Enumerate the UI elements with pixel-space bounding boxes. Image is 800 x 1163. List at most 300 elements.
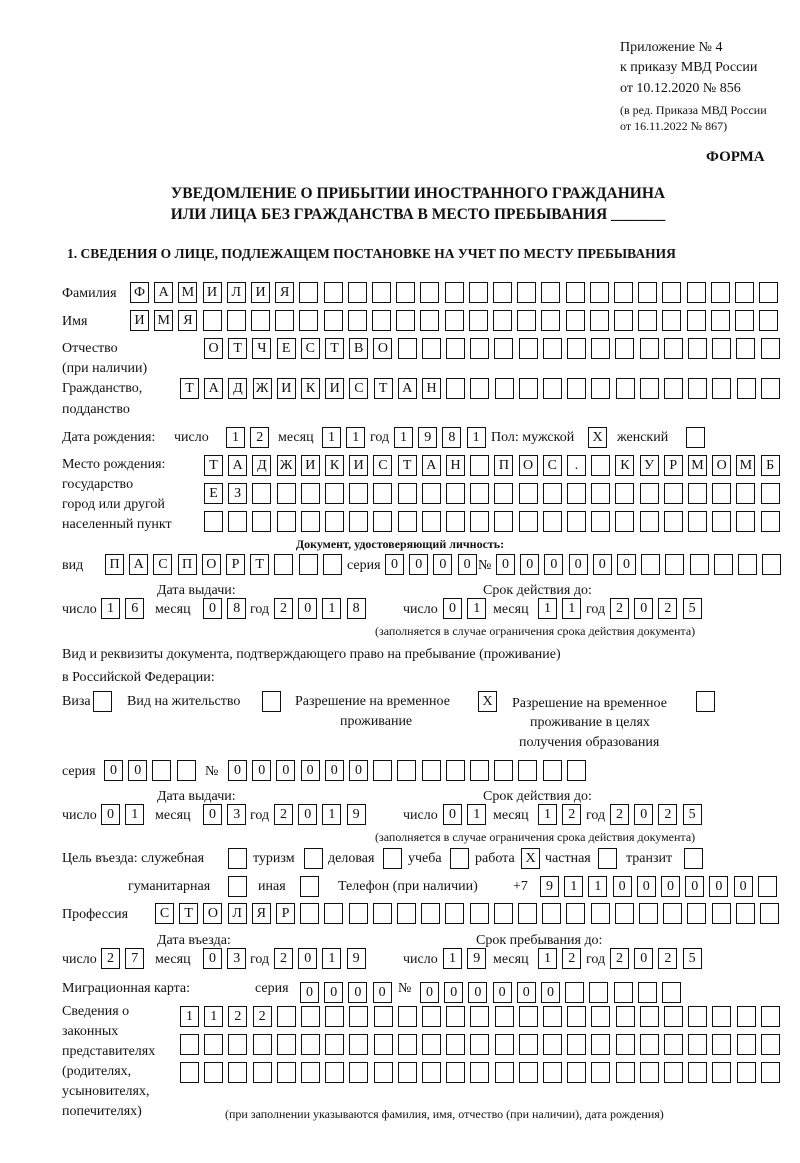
char-box-pob-row1[interactable]: Н (446, 455, 465, 476)
char-box-id-issue-day[interactable]: 1 (101, 598, 120, 619)
char-box-patronymic[interactable] (543, 338, 562, 359)
char-box-patronymic[interactable]: Т (325, 338, 344, 359)
char-box-surname[interactable] (372, 282, 391, 303)
char-box-pob-row1[interactable]: И (349, 455, 368, 476)
char-box-reps-row3[interactable] (567, 1062, 586, 1083)
char-box-reps-row2[interactable] (591, 1034, 610, 1055)
checkbox-p-tourism[interactable] (304, 848, 323, 869)
char-box-id-kind[interactable]: А (129, 554, 148, 575)
char-box-patronymic[interactable]: Т (228, 338, 247, 359)
char-box-citizenship[interactable]: И (277, 378, 296, 399)
char-box-reps-row3[interactable] (325, 1062, 344, 1083)
char-box-pob-row3[interactable] (228, 511, 247, 532)
char-box-surname[interactable] (735, 282, 754, 303)
char-box-id-valid-year[interactable]: 2 (610, 598, 629, 619)
char-box-reps-row3[interactable] (688, 1062, 707, 1083)
char-box-pob-row2[interactable] (325, 483, 344, 504)
char-box-doc-number[interactable] (567, 760, 586, 781)
char-box-pob-row2[interactable] (543, 483, 562, 504)
checkbox-p-private[interactable] (598, 848, 617, 869)
char-box-doc-number[interactable] (543, 760, 562, 781)
char-box-id-kind[interactable]: О (202, 554, 221, 575)
char-box-surname[interactable] (469, 282, 488, 303)
char-box-pob-row2[interactable] (422, 483, 441, 504)
checkbox-p-business[interactable] (383, 848, 402, 869)
char-box-surname[interactable] (299, 282, 318, 303)
char-box-reps-row2[interactable] (325, 1034, 344, 1055)
char-box-pob-row2[interactable] (736, 483, 755, 504)
char-box-mc-number[interactable] (638, 982, 657, 1003)
char-box-reps-row1[interactable] (495, 1006, 514, 1027)
char-box-citizenship[interactable] (640, 378, 659, 399)
char-box-reps-row2[interactable] (277, 1034, 296, 1055)
char-box-doc-issue-month[interactable]: 3 (227, 804, 246, 825)
char-box-doc-number[interactable]: 0 (325, 760, 344, 781)
char-box-doc-valid-year[interactable]: 0 (634, 804, 653, 825)
char-box-profession[interactable] (518, 903, 537, 924)
char-box-pob-row2[interactable]: Е (204, 483, 223, 504)
char-box-surname[interactable] (614, 282, 633, 303)
char-box-citizenship[interactable]: С (349, 378, 368, 399)
char-box-pob-row1[interactable]: М (688, 455, 707, 476)
char-box-reps-row2[interactable] (543, 1034, 562, 1055)
char-box-id-issue-year[interactable]: 0 (298, 598, 317, 619)
char-box-pob-row2[interactable] (664, 483, 683, 504)
char-box-surname[interactable] (662, 282, 681, 303)
char-box-surname[interactable]: Ф (130, 282, 149, 303)
char-box-pob-row1[interactable]: С (543, 455, 562, 476)
char-box-surname[interactable] (493, 282, 512, 303)
char-box-doc-series[interactable]: 0 (104, 760, 123, 781)
char-box-doc-valid-year[interactable]: 2 (610, 804, 629, 825)
char-box-surname[interactable] (396, 282, 415, 303)
char-box-reps-row2[interactable] (204, 1034, 223, 1055)
char-box-patronymic[interactable]: С (301, 338, 320, 359)
char-box-reps-row2[interactable] (567, 1034, 586, 1055)
char-box-reps-row2[interactable] (495, 1034, 514, 1055)
char-box-name[interactable] (203, 310, 222, 331)
char-box-phone[interactable]: 0 (661, 876, 680, 897)
char-box-doc-issue-year[interactable]: 1 (322, 804, 341, 825)
char-box-dob-year[interactable]: 1 (394, 427, 413, 448)
char-box-pob-row2[interactable] (688, 483, 707, 504)
char-box-stay-year[interactable]: 5 (683, 948, 702, 969)
char-box-id-kind[interactable]: С (153, 554, 172, 575)
char-box-name[interactable] (348, 310, 367, 331)
char-box-reps-row2[interactable] (228, 1034, 247, 1055)
char-box-patronymic[interactable] (567, 338, 586, 359)
char-box-stay-year[interactable]: 0 (634, 948, 653, 969)
char-box-id-kind[interactable]: П (178, 554, 197, 575)
char-box-entry-month[interactable]: 0 (203, 948, 222, 969)
char-box-pob-row3[interactable] (664, 511, 683, 532)
char-box-surname[interactable]: Я (275, 282, 294, 303)
char-box-patronymic[interactable] (591, 338, 610, 359)
char-box-profession[interactable] (760, 903, 779, 924)
char-box-mc-number[interactable] (614, 982, 633, 1003)
char-box-pob-row2[interactable] (301, 483, 320, 504)
char-box-reps-row3[interactable] (616, 1062, 635, 1083)
char-box-id-valid-month[interactable]: 1 (562, 598, 581, 619)
char-box-surname[interactable]: И (251, 282, 270, 303)
char-box-doc-number[interactable] (397, 760, 416, 781)
char-box-reps-row3[interactable] (277, 1062, 296, 1083)
char-box-pob-row3[interactable] (519, 511, 538, 532)
char-box-doc-number[interactable] (373, 760, 392, 781)
char-box-id-valid-year[interactable]: 2 (658, 598, 677, 619)
char-box-stay-year[interactable]: 2 (610, 948, 629, 969)
char-box-pob-row1[interactable]: С (373, 455, 392, 476)
checkbox-p-study[interactable] (450, 848, 469, 869)
char-box-profession[interactable] (736, 903, 755, 924)
char-box-mc-number[interactable]: 0 (444, 982, 463, 1003)
char-box-name[interactable] (227, 310, 246, 331)
char-box-surname[interactable] (711, 282, 730, 303)
char-box-doc-number[interactable] (446, 760, 465, 781)
char-box-citizenship[interactable]: А (204, 378, 223, 399)
char-box-profession[interactable] (687, 903, 706, 924)
char-box-dob-day[interactable]: 2 (250, 427, 269, 448)
char-box-reps-row2[interactable] (737, 1034, 756, 1055)
char-box-entry-day[interactable]: 7 (125, 948, 144, 969)
char-box-pob-row2[interactable] (277, 483, 296, 504)
checkbox-p-humanitarian[interactable] (228, 876, 247, 897)
char-box-reps-row3[interactable] (712, 1062, 731, 1083)
char-box-id-issue-month[interactable]: 8 (227, 598, 246, 619)
char-box-doc-number[interactable]: 0 (301, 760, 320, 781)
char-box-reps-row3[interactable] (374, 1062, 393, 1083)
char-box-entry-year[interactable]: 0 (298, 948, 317, 969)
char-box-citizenship[interactable] (616, 378, 635, 399)
char-box-profession[interactable]: С (155, 903, 174, 924)
char-box-id-number[interactable] (738, 554, 757, 575)
checkbox-doc-trpe[interactable] (696, 691, 715, 712)
char-box-id-kind[interactable]: Р (226, 554, 245, 575)
char-box-patronymic[interactable]: Е (277, 338, 296, 359)
char-box-dob-year[interactable]: 8 (442, 427, 461, 448)
char-box-reps-row2[interactable] (616, 1034, 635, 1055)
char-box-surname[interactable] (517, 282, 536, 303)
char-box-name[interactable] (541, 310, 560, 331)
char-box-id-kind[interactable] (274, 554, 293, 575)
char-box-patronymic[interactable] (519, 338, 538, 359)
char-box-id-kind[interactable]: Т (250, 554, 269, 575)
char-box-patronymic[interactable] (398, 338, 417, 359)
char-box-phone[interactable]: 0 (685, 876, 704, 897)
char-box-surname[interactable]: Л (227, 282, 246, 303)
char-box-patronymic[interactable] (422, 338, 441, 359)
char-box-name[interactable] (299, 310, 318, 331)
char-box-name[interactable] (735, 310, 754, 331)
char-box-profession[interactable] (397, 903, 416, 924)
char-box-surname[interactable]: И (203, 282, 222, 303)
char-box-name[interactable] (396, 310, 415, 331)
char-box-reps-row2[interactable] (761, 1034, 780, 1055)
char-box-doc-series[interactable] (152, 760, 171, 781)
checkbox-doc-trp[interactable]: X (478, 691, 497, 712)
char-box-stay-day[interactable]: 1 (443, 948, 462, 969)
char-box-surname[interactable] (445, 282, 464, 303)
char-box-reps-row1[interactable] (591, 1006, 610, 1027)
checkbox-sex-male[interactable]: X (588, 427, 607, 448)
char-box-pob-row3[interactable] (204, 511, 223, 532)
char-box-patronymic[interactable] (736, 338, 755, 359)
char-box-mc-series[interactable]: 0 (300, 982, 319, 1003)
char-box-citizenship[interactable]: Н (422, 378, 441, 399)
char-box-reps-row2[interactable] (349, 1034, 368, 1055)
char-box-doc-issue-year[interactable]: 0 (298, 804, 317, 825)
char-box-patronymic[interactable]: О (204, 338, 223, 359)
char-box-reps-row3[interactable] (446, 1062, 465, 1083)
char-box-reps-row3[interactable] (640, 1062, 659, 1083)
char-box-reps-row3[interactable] (204, 1062, 223, 1083)
char-box-profession[interactable] (470, 903, 489, 924)
char-box-pob-row3[interactable] (373, 511, 392, 532)
char-box-reps-row1[interactable] (374, 1006, 393, 1027)
char-box-name[interactable] (517, 310, 536, 331)
char-box-profession[interactable] (421, 903, 440, 924)
char-box-reps-row1[interactable]: 2 (253, 1006, 272, 1027)
char-box-citizenship[interactable] (567, 378, 586, 399)
char-box-pob-row2[interactable] (519, 483, 538, 504)
char-box-pob-row1[interactable]: . (567, 455, 586, 476)
char-box-profession[interactable] (566, 903, 585, 924)
char-box-pob-row2[interactable] (349, 483, 368, 504)
char-box-pob-row1[interactable]: Т (204, 455, 223, 476)
char-box-pob-row3[interactable] (301, 511, 320, 532)
char-box-pob-row2[interactable] (615, 483, 634, 504)
char-box-name[interactable] (638, 310, 657, 331)
char-box-surname[interactable] (420, 282, 439, 303)
char-box-mc-number[interactable]: 0 (468, 982, 487, 1003)
char-box-surname[interactable] (324, 282, 343, 303)
char-box-reps-row1[interactable] (737, 1006, 756, 1027)
char-box-profession[interactable]: Р (276, 903, 295, 924)
char-box-pob-row1[interactable]: О (712, 455, 731, 476)
char-box-citizenship[interactable]: Ж (253, 378, 272, 399)
char-box-mc-number[interactable]: 0 (541, 982, 560, 1003)
char-box-pob-row2[interactable] (446, 483, 465, 504)
char-box-name[interactable] (251, 310, 270, 331)
char-box-reps-row2[interactable] (180, 1034, 199, 1055)
char-box-pob-row3[interactable] (446, 511, 465, 532)
char-box-doc-issue-month[interactable]: 0 (203, 804, 222, 825)
char-box-reps-row1[interactable] (712, 1006, 731, 1027)
char-box-reps-row2[interactable] (519, 1034, 538, 1055)
char-box-reps-row3[interactable] (398, 1062, 417, 1083)
char-box-mc-number[interactable] (589, 982, 608, 1003)
char-box-phone[interactable]: 1 (564, 876, 583, 897)
char-box-id-series[interactable]: 0 (409, 554, 428, 575)
char-box-id-number[interactable]: 0 (544, 554, 563, 575)
char-box-pob-row1[interactable]: Р (664, 455, 683, 476)
char-box-dob-month[interactable]: 1 (322, 427, 341, 448)
char-box-patronymic[interactable] (615, 338, 634, 359)
char-box-id-valid-day[interactable]: 0 (443, 598, 462, 619)
char-box-id-number[interactable]: 0 (520, 554, 539, 575)
char-box-reps-row2[interactable] (374, 1034, 393, 1055)
char-box-id-series[interactable]: 0 (433, 554, 452, 575)
char-box-mc-number[interactable] (662, 982, 681, 1003)
char-box-pob-row2[interactable] (398, 483, 417, 504)
char-box-doc-number[interactable]: 0 (349, 760, 368, 781)
char-box-profession[interactable] (373, 903, 392, 924)
char-box-citizenship[interactable] (761, 378, 780, 399)
char-box-doc-issue-year[interactable]: 9 (347, 804, 366, 825)
char-box-pob-row1[interactable]: И (301, 455, 320, 476)
char-box-reps-row1[interactable] (325, 1006, 344, 1027)
char-box-reps-row3[interactable] (543, 1062, 562, 1083)
char-box-name[interactable] (275, 310, 294, 331)
char-box-stay-day[interactable]: 9 (467, 948, 486, 969)
char-box-patronymic[interactable] (688, 338, 707, 359)
char-box-id-number[interactable] (762, 554, 781, 575)
char-box-pob-row2[interactable] (712, 483, 731, 504)
char-box-name[interactable] (711, 310, 730, 331)
char-box-reps-row2[interactable] (253, 1034, 272, 1055)
char-box-doc-valid-year[interactable]: 5 (683, 804, 702, 825)
char-box-pob-row1[interactable]: К (615, 455, 634, 476)
char-box-patronymic[interactable] (664, 338, 683, 359)
char-box-reps-row3[interactable] (664, 1062, 683, 1083)
char-box-name[interactable] (687, 310, 706, 331)
char-box-pob-row2[interactable] (494, 483, 513, 504)
char-box-reps-row1[interactable] (567, 1006, 586, 1027)
char-box-pob-row2[interactable] (640, 483, 659, 504)
char-box-profession[interactable]: О (203, 903, 222, 924)
char-box-name[interactable] (590, 310, 609, 331)
char-box-id-number[interactable]: 0 (617, 554, 636, 575)
char-box-pob-row3[interactable] (640, 511, 659, 532)
char-box-id-number[interactable] (714, 554, 733, 575)
char-box-pob-row1[interactable]: Ж (277, 455, 296, 476)
char-box-reps-row3[interactable] (228, 1062, 247, 1083)
char-box-doc-number[interactable] (518, 760, 537, 781)
char-box-reps-row1[interactable] (761, 1006, 780, 1027)
char-box-id-series[interactable]: 0 (385, 554, 404, 575)
char-box-profession[interactable] (663, 903, 682, 924)
char-box-pob-row2[interactable]: З (228, 483, 247, 504)
char-box-pob-row3[interactable] (736, 511, 755, 532)
char-box-pob-row3[interactable] (277, 511, 296, 532)
char-box-surname[interactable] (348, 282, 367, 303)
char-box-id-number[interactable]: 0 (593, 554, 612, 575)
char-box-phone[interactable]: 0 (613, 876, 632, 897)
char-box-patronymic[interactable]: О (373, 338, 392, 359)
char-box-surname[interactable] (687, 282, 706, 303)
char-box-phone[interactable]: 0 (709, 876, 728, 897)
char-box-pob-row1[interactable]: А (228, 455, 247, 476)
char-box-dob-year[interactable]: 1 (467, 427, 486, 448)
char-box-name[interactable]: И (130, 310, 149, 331)
char-box-name[interactable] (445, 310, 464, 331)
char-box-reps-row1[interactable] (277, 1006, 296, 1027)
char-box-profession[interactable] (591, 903, 610, 924)
char-box-citizenship[interactable]: Т (180, 378, 199, 399)
char-box-reps-row3[interactable] (422, 1062, 441, 1083)
char-box-doc-valid-day[interactable]: 0 (443, 804, 462, 825)
char-box-reps-row1[interactable] (349, 1006, 368, 1027)
char-box-profession[interactable]: Т (179, 903, 198, 924)
char-box-reps-row3[interactable] (180, 1062, 199, 1083)
char-box-surname[interactable] (590, 282, 609, 303)
char-box-doc-valid-month[interactable]: 2 (562, 804, 581, 825)
char-box-citizenship[interactable]: К (301, 378, 320, 399)
char-box-entry-month[interactable]: 3 (227, 948, 246, 969)
char-box-entry-year[interactable]: 9 (347, 948, 366, 969)
char-box-dob-day[interactable]: 1 (226, 427, 245, 448)
char-box-doc-number[interactable] (470, 760, 489, 781)
char-box-patronymic[interactable]: В (349, 338, 368, 359)
char-box-name[interactable] (614, 310, 633, 331)
char-box-citizenship[interactable] (495, 378, 514, 399)
char-box-name[interactable]: Я (178, 310, 197, 331)
char-box-profession[interactable] (615, 903, 634, 924)
char-box-doc-number[interactable] (494, 760, 513, 781)
char-box-id-issue-year[interactable]: 8 (347, 598, 366, 619)
char-box-id-valid-year[interactable]: 5 (683, 598, 702, 619)
char-box-reps-row3[interactable] (301, 1062, 320, 1083)
char-box-id-number[interactable] (690, 554, 709, 575)
checkbox-sex-female[interactable] (686, 427, 705, 448)
char-box-pob-row1[interactable] (591, 455, 610, 476)
char-box-reps-row3[interactable] (349, 1062, 368, 1083)
char-box-pob-row3[interactable] (615, 511, 634, 532)
checkbox-doc-residence[interactable] (262, 691, 281, 712)
char-box-surname[interactable] (566, 282, 585, 303)
char-box-mc-number[interactable]: 0 (420, 982, 439, 1003)
char-box-citizenship[interactable]: И (325, 378, 344, 399)
char-box-mc-series[interactable]: 0 (373, 982, 392, 1003)
char-box-id-kind[interactable] (299, 554, 318, 575)
checkbox-p-other[interactable] (300, 876, 319, 897)
char-box-reps-row1[interactable] (543, 1006, 562, 1027)
char-box-phone[interactable] (758, 876, 777, 897)
char-box-pob-row2[interactable] (252, 483, 271, 504)
char-box-reps-row3[interactable] (737, 1062, 756, 1083)
char-box-pob-row3[interactable] (543, 511, 562, 532)
char-box-name[interactable]: М (154, 310, 173, 331)
char-box-pob-row2[interactable] (591, 483, 610, 504)
char-box-entry-year[interactable]: 1 (322, 948, 341, 969)
char-box-reps-row1[interactable]: 1 (180, 1006, 199, 1027)
char-box-stay-year[interactable]: 2 (658, 948, 677, 969)
char-box-doc-valid-year[interactable]: 2 (658, 804, 677, 825)
char-box-reps-row2[interactable] (712, 1034, 731, 1055)
char-box-id-series[interactable]: 0 (458, 554, 477, 575)
char-box-reps-row3[interactable] (470, 1062, 489, 1083)
char-box-profession[interactable] (445, 903, 464, 924)
char-box-mc-number[interactable]: 0 (517, 982, 536, 1003)
char-box-pob-row1[interactable]: М (736, 455, 755, 476)
char-box-pob-row3[interactable] (761, 511, 780, 532)
char-box-phone[interactable]: 0 (734, 876, 753, 897)
char-box-id-issue-day[interactable]: 6 (125, 598, 144, 619)
char-box-citizenship[interactable] (664, 378, 683, 399)
char-box-pob-row1[interactable] (470, 455, 489, 476)
char-box-pob-row1[interactable]: П (494, 455, 513, 476)
char-box-reps-row2[interactable] (470, 1034, 489, 1055)
char-box-pob-row3[interactable] (349, 511, 368, 532)
char-box-pob-row2[interactable] (470, 483, 489, 504)
char-box-name[interactable] (469, 310, 488, 331)
char-box-phone[interactable]: 9 (540, 876, 559, 897)
char-box-reps-row1[interactable] (470, 1006, 489, 1027)
char-box-reps-row1[interactable] (519, 1006, 538, 1027)
char-box-entry-year[interactable]: 2 (274, 948, 293, 969)
char-box-surname[interactable]: М (178, 282, 197, 303)
char-box-reps-row2[interactable] (664, 1034, 683, 1055)
